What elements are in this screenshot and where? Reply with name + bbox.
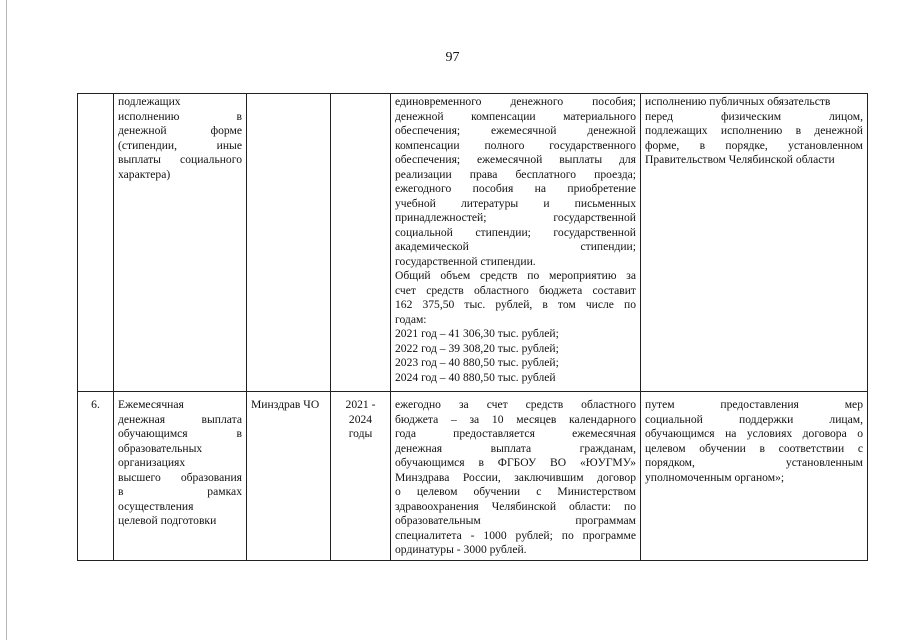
- cell-text-line: высшего образования: [118, 470, 242, 484]
- page-left-edge-line: [6, 0, 7, 640]
- cell-text-line: года предоставляется ежемесячная: [395, 427, 636, 440]
- cell-text-line: подлежащих исполнению в денежной: [645, 124, 863, 137]
- measure-name-cell: [114, 94, 247, 392]
- cell-text-line: путем предоставления мер: [645, 398, 863, 411]
- cell-text-line: Общий объем средств по мероприятию за: [395, 269, 636, 282]
- cell-text-line: перед физическим лицом,: [645, 109, 863, 123]
- cell-text-line: денежная выплата: [118, 412, 242, 426]
- cell-text-line: обеспечения; ежемесячной выплаты для: [395, 153, 636, 166]
- cell-text-line: счет средств областного бюджета составит: [395, 283, 636, 297]
- cell-text-line: образовательных: [118, 441, 203, 455]
- cell-text-line: ординатуры - 3000 рублей.: [395, 543, 527, 556]
- cell-text-line: подлежащих: [118, 95, 181, 108]
- cell-text-line: денежной компенсации материального: [395, 109, 636, 123]
- measure-name-cell: [114, 392, 247, 561]
- cell-text-line: 162 375,50 тыс. рублей, в том числе по: [395, 298, 636, 311]
- legal-basis-cell: [641, 392, 868, 561]
- cell-text-line: принадлежностей; государственной: [395, 211, 636, 224]
- cell-text-line: исполнению публичных обязательств: [645, 95, 831, 108]
- cell-text-line: социальной стипендии; государственной: [395, 225, 636, 239]
- table-row-continuation: [78, 94, 868, 392]
- cell-text-line: исполнению в: [118, 109, 242, 123]
- period-cell: [331, 94, 391, 392]
- measure-content-cell: [391, 392, 641, 561]
- cell-text-line: выплаты социального: [118, 153, 242, 166]
- cell-text-line: уполномоченным органом»;: [645, 470, 785, 484]
- cell-text-line: обучающимся на условиях договора о: [645, 427, 863, 440]
- cell-text-line: целевом обучении в соответствии с: [645, 441, 863, 455]
- cell-text-line: обучающимся в ФГБОУ ВО «ЮУГМУ»: [395, 456, 636, 469]
- cell-text-line: обеспечения; ежемесячной денежной: [395, 124, 636, 137]
- cell-text-line: организациях: [118, 456, 186, 469]
- cell-text-line: Минздрава России, заключившим договор: [395, 470, 636, 484]
- table-row-6: [78, 392, 868, 561]
- cell-text-line: 2021 -: [345, 398, 376, 411]
- period-cell: [331, 392, 391, 561]
- measure-content-cell: [391, 94, 641, 392]
- cell-text-line: академической стипендии;: [395, 240, 636, 253]
- executor-cell: [247, 94, 331, 392]
- cell-text-line: Ежемесячная: [118, 398, 184, 411]
- row-number-cell: 6.: [78, 392, 114, 561]
- cell-text-line: денежной форме: [118, 124, 242, 137]
- cell-text-line: ежегодно за счет средств областного: [395, 398, 636, 411]
- executor-cell: Минздрав ЧО: [247, 392, 331, 561]
- page-number: 97: [445, 50, 460, 65]
- cell-text-line: 2021 год – 41 306,30 тыс. рублей;: [395, 327, 559, 340]
- cell-text-line: 2024 год – 40 880,50 тыс. рублей: [395, 370, 556, 384]
- cell-text-line: целевой подготовки: [118, 514, 217, 527]
- cell-text-line: 2023 год – 40 880,50 тыс. рублей;: [395, 356, 559, 369]
- cell-text-line: учебной литературы и письменных: [395, 196, 636, 210]
- cell-text-line: социальной поддержки лицам,: [645, 412, 863, 426]
- cell-text-line: осуществления: [118, 499, 194, 513]
- cell-text-line: единовременного денежного пособия;: [395, 95, 636, 108]
- row-number-cell: [78, 94, 114, 392]
- cell-text-line: компенсации полного государственного: [395, 138, 636, 152]
- cell-text-line: бюджета – за 10 месяцев календарного: [395, 412, 636, 426]
- cell-text-line: годам:: [395, 312, 427, 326]
- cell-text-line: форме, в порядке, установленном: [645, 138, 863, 152]
- cell-text-line: 2024: [348, 412, 373, 426]
- cell-text-line: ежегодного пособия на приобретение: [395, 182, 636, 195]
- cell-text-line: 2022 год – 39 308,20 тыс. рублей;: [395, 341, 559, 355]
- cell-text-line: здравоохранения Челябинской области: по: [395, 499, 636, 513]
- cell-text-line: (стипендии, иные: [118, 138, 242, 152]
- cell-text-line: специалитета - 1000 рублей; по программе: [395, 528, 636, 542]
- cell-text-line: в рамках: [118, 485, 242, 498]
- cell-text-line: обучающимся в: [118, 427, 242, 440]
- cell-text-line: годы: [348, 427, 373, 440]
- cell-text-line: реализации права бесплатного проезда;: [395, 167, 636, 181]
- cell-text-line: Правительством Челябинской области: [645, 153, 835, 166]
- cell-text-line: характера): [118, 167, 171, 181]
- cell-text-line: образовательным программам: [395, 514, 636, 527]
- cell-text-line: денежная выплата гражданам,: [395, 441, 636, 455]
- measures-table: [77, 93, 868, 561]
- cell-text-line: о целевом обучении с Министерством: [395, 485, 636, 498]
- cell-text-line: государственной стипендии.: [395, 254, 536, 268]
- cell-text-line: порядком, установленным: [645, 456, 863, 469]
- legal-basis-cell: [641, 94, 868, 392]
